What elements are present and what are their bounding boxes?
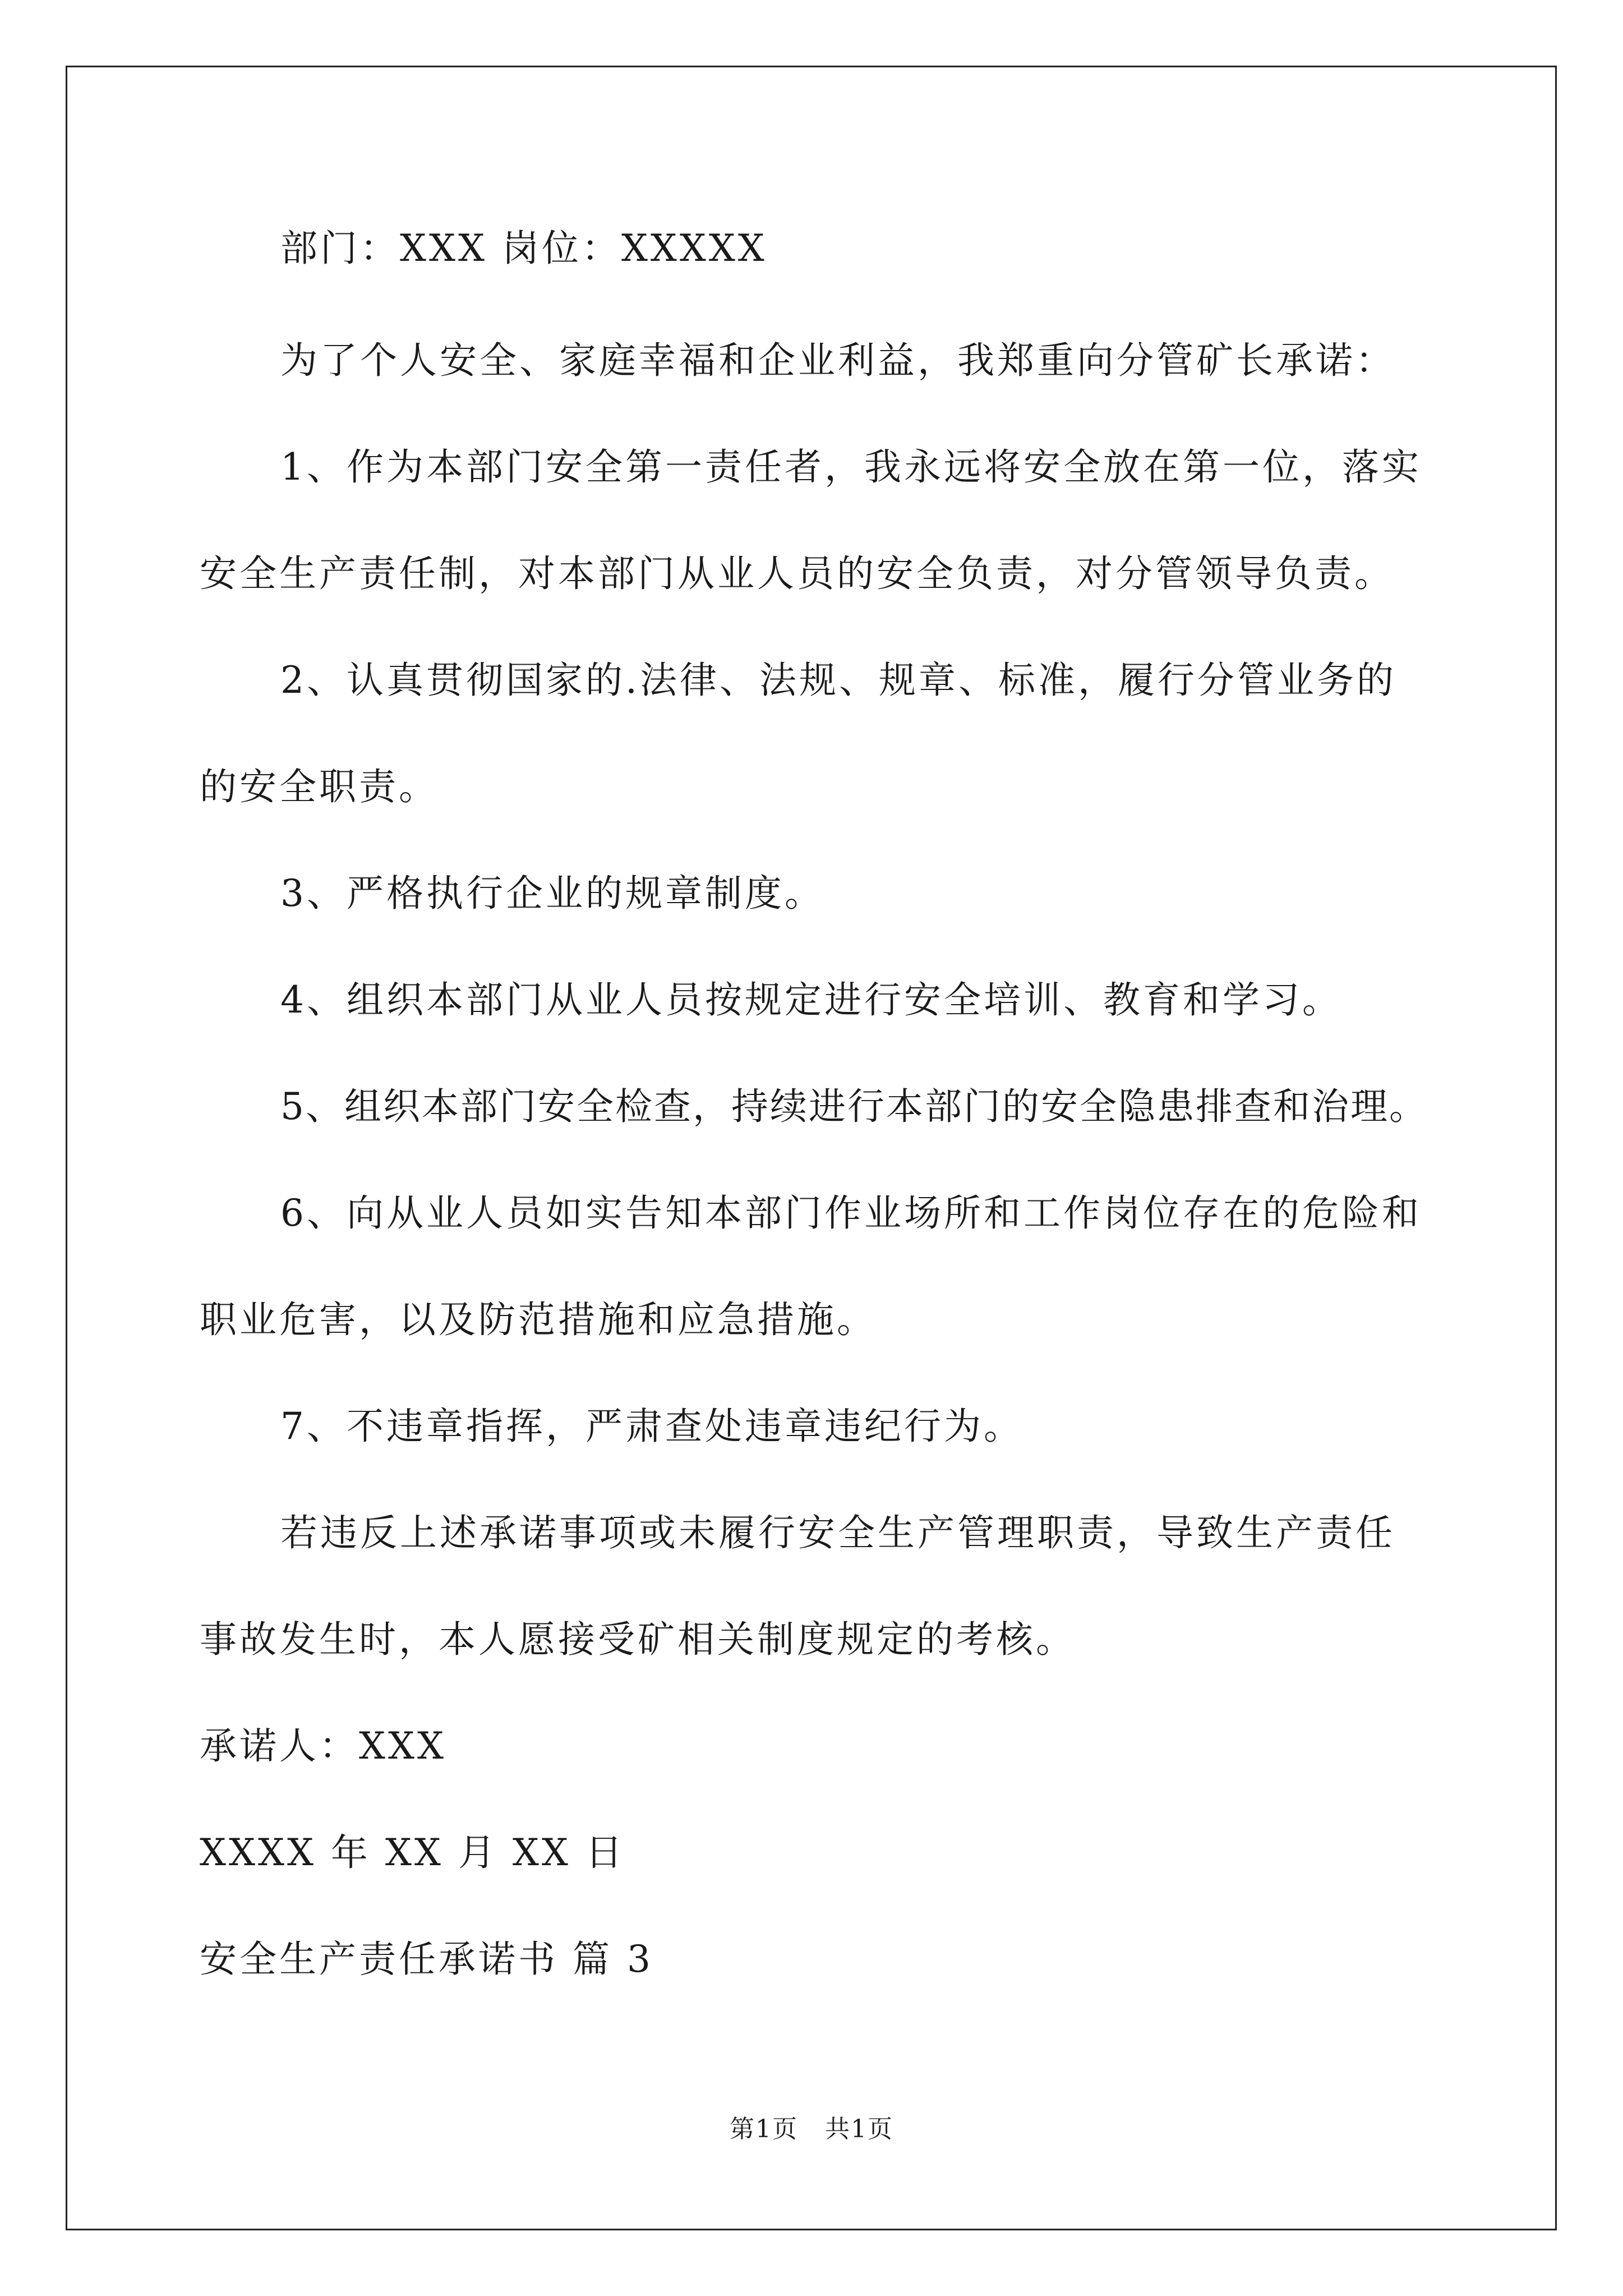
item-3: 3、严格执行企业的规章制度。 bbox=[280, 872, 824, 915]
item-6-line-2: 职业危害，以及防范措施和应急措施。 bbox=[200, 1298, 877, 1341]
date-line: XXXX 年 XX 月 XX 日 bbox=[200, 1831, 625, 1874]
next-section-title: 安全生产责任承诺书 篇 3 bbox=[200, 1938, 653, 1981]
item-5: 5、组织本部门安全检查，持续进行本部门的安全隐患排查和治理。 bbox=[280, 1085, 1428, 1128]
item-2-line-2: 的安全职责。 bbox=[200, 765, 439, 808]
item-7: 7、不违章指挥，严肃查处违章违纪行为。 bbox=[280, 1405, 1023, 1448]
page-frame bbox=[66, 66, 1557, 2230]
violation-clause-line-2: 事故发生时，本人愿接受矿相关制度规定的考核。 bbox=[200, 1618, 1076, 1661]
commitment-intro: 为了个人安全、家庭幸福和企业利益，我郑重向分管矿长承诺： bbox=[280, 339, 1395, 382]
violation-clause-line-1: 若违反上述承诺事项或未履行安全生产管理职责，导致生产责任 bbox=[280, 1511, 1395, 1554]
signatory-line: 承诺人：XXX bbox=[200, 1724, 446, 1768]
item-2-line-1: 2、认真贯彻国家的.法律、法规、规章、标准，履行分管业务的 bbox=[280, 659, 1396, 702]
page-number: 第1页 共1页 bbox=[730, 2115, 893, 2143]
item-4: 4、组织本部门从业人员按规定进行安全培训、教育和学习。 bbox=[280, 978, 1342, 1022]
department-position-line: 部门：XXX 岗位：XXXXX bbox=[280, 227, 767, 270]
item-6-line-1: 6、向从业人员如实告知本部门作业场所和工作岗位存在的危险和 bbox=[280, 1191, 1422, 1235]
item-1-line-2: 安全生产责任制，对本部门从业人员的安全负责，对分管领导负责。 bbox=[200, 552, 1394, 595]
item-1-line-1: 1、作为本部门安全第一责任者，我永远将安全放在第一位，落实 bbox=[280, 445, 1422, 489]
